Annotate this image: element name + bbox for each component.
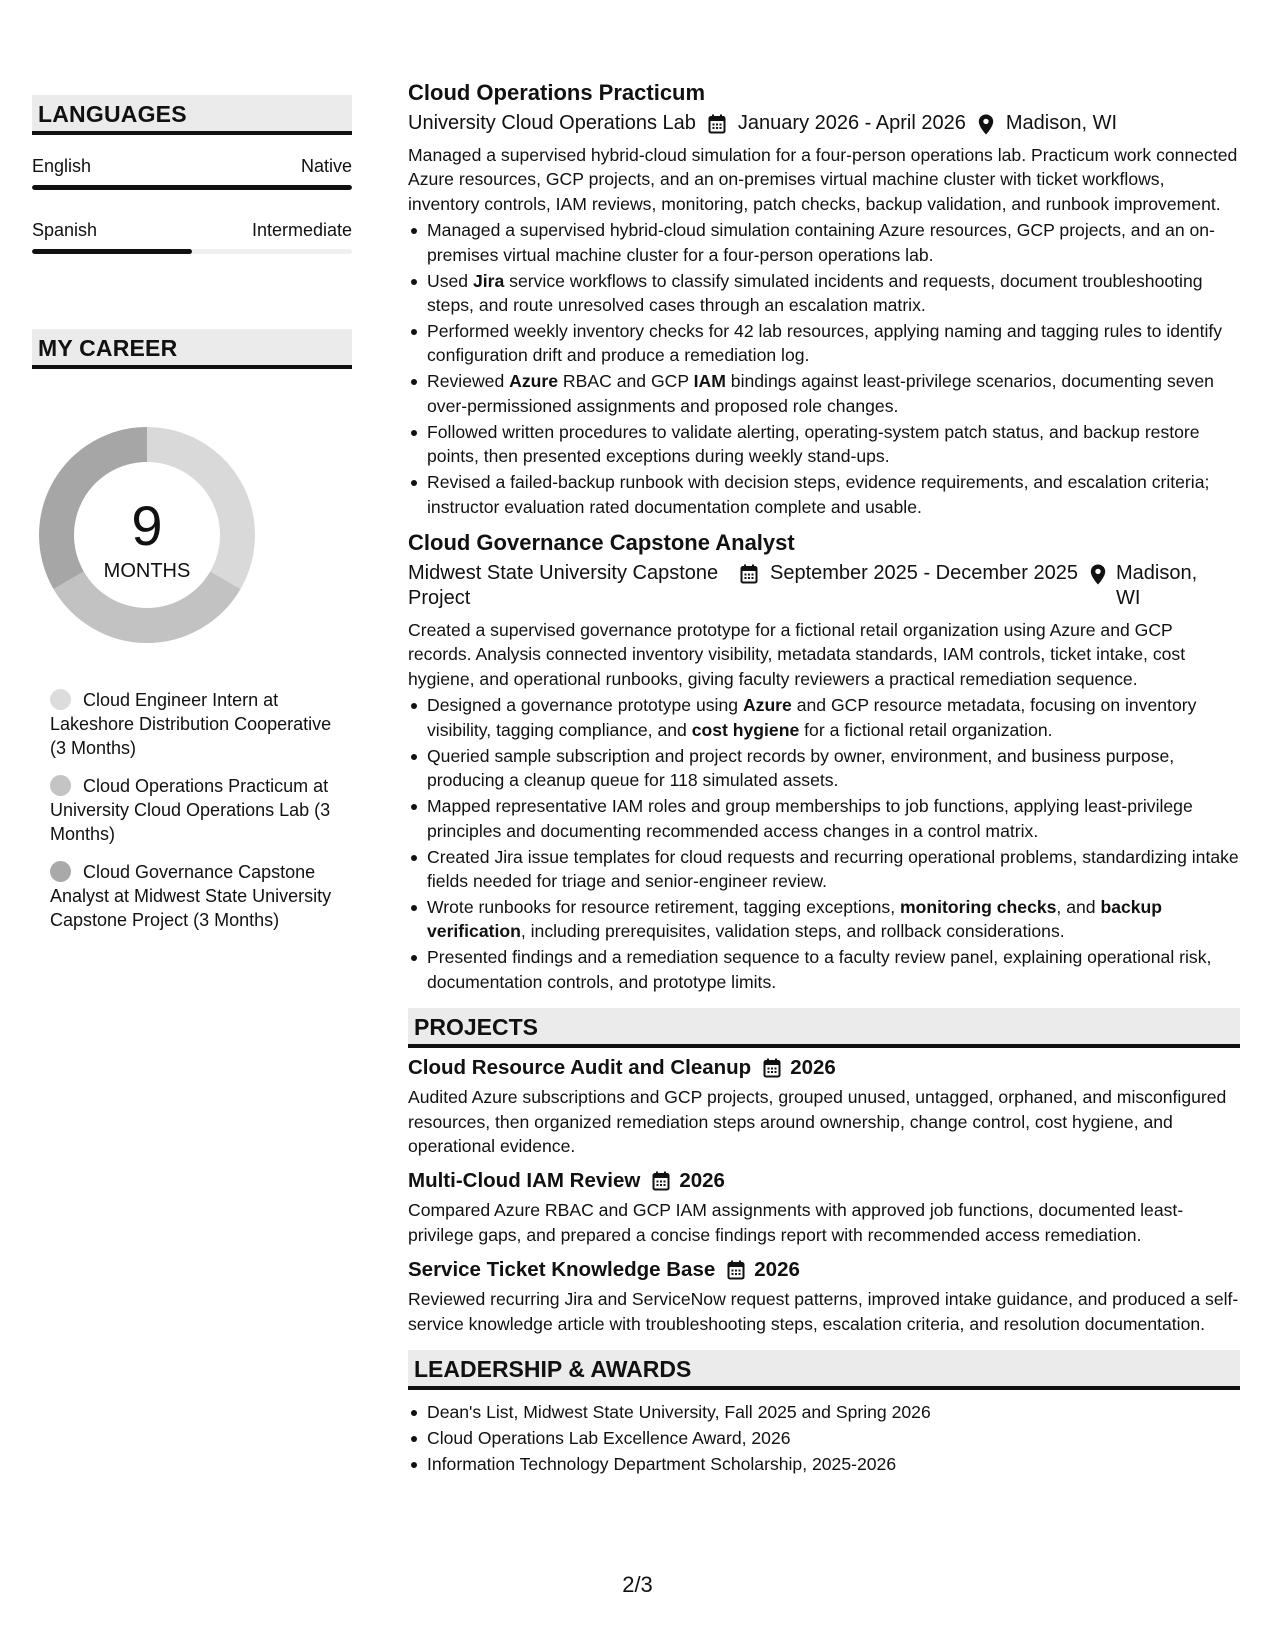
- project-title: Cloud Resource Audit and Cleanup: [408, 1056, 752, 1080]
- award-item: Cloud Operations Lab Excellence Award, 2026: [408, 1426, 1240, 1450]
- language-name: English: [32, 156, 92, 176]
- language-item: [32, 220, 352, 254]
- bullet-item: [408, 794, 1240, 843]
- project-description: Reviewed recurring Jira and ServiceNow request patterns, improved intake guidance, and produced a self-service knowledge article with troubleshooting steps, escalation criteria, and resolution documentation.: [408, 1289, 1239, 1334]
- career-legend-item: [50, 688, 335, 760]
- bullet-bold-text: IAM: [693, 371, 726, 392]
- bullet-text: Queried sample subscription and project records by owner, environment, and business purpose, producing a cleanup queue for 118 simulated assets.: [427, 745, 1175, 791]
- bullet-text: Performed weekly inventory checks for 42 lab resources, applying naming and tagging rules to identify configuration drift and produce a remediation log.: [427, 321, 1223, 366]
- career-legend-item: [50, 860, 335, 932]
- job-bullets: [408, 218, 1240, 519]
- project-entry: [408, 1256, 1240, 1336]
- job-title: Cloud Governance Capstone Analyst: [408, 530, 795, 556]
- bullet-text: for a fictional retail organization.: [799, 719, 1053, 740]
- bullet-item: [408, 693, 1240, 742]
- career-total-unit: MONTHS: [103, 560, 191, 582]
- career-heading: MY CAREER: [32, 329, 352, 369]
- bullet-text: Followed written procedures to validate alerting, operating-system patch status, and backup restore points, then presented exceptions during weekly stand-ups.: [427, 421, 1200, 467]
- bullet-text: , and: [1056, 896, 1101, 917]
- map-pin-icon: [978, 114, 994, 135]
- map-pin-icon: [1090, 564, 1106, 585]
- project-title: Service Ticket Knowledge Base: [408, 1258, 716, 1282]
- career-donut-chart: [32, 420, 262, 650]
- bullet-item: [408, 269, 1240, 318]
- language-proficiency-fill: [32, 185, 352, 190]
- bullet-text: Designed a governance prototype using: [427, 695, 743, 716]
- project-title-row: [408, 1167, 1240, 1195]
- award-item: Information Technology Department Scholarship, 2025-2026: [408, 1452, 1240, 1476]
- bullet-text: RBAC and GCP: [558, 371, 694, 392]
- page-number: 2/3: [622, 1572, 653, 1597]
- job-organization: University Cloud Operations Lab: [408, 112, 696, 134]
- main-content: [408, 78, 1240, 1478]
- bullet-text: Used: [427, 270, 473, 291]
- languages-heading: LANGUAGES: [32, 95, 352, 135]
- calendar-icon: [708, 114, 726, 134]
- job-bullets: [408, 693, 1240, 994]
- career-total-number: 9: [131, 494, 163, 557]
- project-title-row: [408, 1256, 1240, 1284]
- bullet-text: Mapped representative IAM roles and group memberships to job functions, applying least-privilege principles and documenting recommended access changes in a control matrix.: [427, 796, 1193, 841]
- bullet-item: [408, 945, 1240, 994]
- project-entry: [408, 1167, 1240, 1247]
- language-level: Native: [300, 156, 352, 176]
- job-meta: [408, 561, 1240, 611]
- bullet-bold-text: backup verification: [427, 896, 1163, 942]
- award-item: Dean's List, Midwest State University, Fall 2025 and Spring 2026: [408, 1400, 1240, 1424]
- calendar-icon: [652, 1171, 670, 1191]
- career-legend-label: Cloud Governance Capstone Analyst at Midwest State University Capstone Project (3 Months): [50, 862, 332, 930]
- bullet-item: [408, 218, 1240, 267]
- job-dates: [740, 561, 1078, 586]
- job-location: [1090, 561, 1220, 611]
- legend-dot: [50, 689, 71, 710]
- legend-dot: [50, 861, 71, 882]
- project-description: Audited Azure subscriptions and GCP projects, grouped unused, untagged, orphaned, and misconfigured resources, then organized remediation steps around ownership, change control, cost hygiene, and operational evidence.: [408, 1087, 1227, 1156]
- calendar-icon: [727, 1260, 745, 1280]
- job-title: Cloud Operations Practicum: [408, 80, 706, 105]
- bullet-text: Created Jira issue templates for cloud requests and recurring operational problems, standardizing intake fields needed for triage and senior-engineer review.: [427, 846, 1239, 891]
- language-item: [32, 156, 352, 190]
- sidebar: [32, 95, 352, 369]
- legend-dot: [50, 775, 71, 796]
- bullet-item: [408, 470, 1240, 519]
- job-summary: Managed a supervised hybrid-cloud simulation for a four-person operations lab. Practicum work connected Azure resources, GCP projects, and an on-premises virtual machine cluster with ticket workflows, inventory controls, IAM reviews, monitoring, patch checks, backup validation, and runbook improvement.: [408, 145, 1238, 214]
- project-description: Compared Azure RBAC and GCP IAM assignments with approved job functions, documented least-privilege gaps, and prepared a concise findings report with recommended access remediation.: [408, 1200, 1184, 1245]
- experience-entry: [408, 78, 1240, 519]
- job-dates: [708, 111, 966, 136]
- project-title: Multi-Cloud IAM Review: [408, 1169, 641, 1193]
- bullet-text: , including prerequisites, validation steps, and rollback considerations.: [520, 921, 1065, 942]
- job-meta: [408, 111, 1240, 136]
- calendar-icon: [740, 564, 758, 584]
- career-legend-label: Cloud Engineer Intern at Lakeshore Distribution Cooperative (3 Months): [50, 690, 332, 758]
- bullet-text: Reviewed: [427, 371, 510, 392]
- project-year: 2026: [790, 1056, 836, 1080]
- career-legend: [50, 688, 335, 946]
- bullet-bold-text: monitoring checks: [900, 896, 1057, 917]
- language-proficiency-bar: [32, 249, 352, 254]
- career-legend-label: Cloud Operations Practicum at University Cloud Operations Lab (3 Months): [50, 776, 331, 844]
- bullet-item: [408, 895, 1240, 944]
- career-legend-item: [50, 774, 335, 846]
- project-title-row: [408, 1054, 1240, 1082]
- bullet-item: [408, 744, 1240, 793]
- bullet-item: [408, 420, 1240, 469]
- bullet-bold-text: cost hygiene: [691, 719, 800, 740]
- bullet-text: Revised a failed-backup runbook with decision steps, evidence requirements, and escalation criteria; instructor evaluation rated documentation complete and usable.: [427, 472, 1210, 517]
- language-proficiency-bar: [32, 185, 352, 190]
- bullet-text: Wrote runbooks for resource retirement, tagging exceptions,: [427, 896, 900, 917]
- projects-heading: PROJECTS: [408, 1008, 1240, 1048]
- bullet-bold-text: Azure: [509, 371, 559, 392]
- project-entry: [408, 1054, 1240, 1158]
- calendar-icon: [763, 1058, 781, 1078]
- bullet-bold-text: Azure: [742, 695, 792, 716]
- bullet-item: [408, 845, 1240, 894]
- bullet-bold-text: Jira: [472, 270, 505, 291]
- job-location-text: Madison, WI: [1005, 112, 1118, 134]
- job-dates-text: January 2026 - April 2026: [737, 112, 966, 134]
- experience-entry: [408, 528, 1240, 994]
- bullet-item: [408, 319, 1240, 368]
- bullet-text: Presented findings and a remediation sequence to a faculty review panel, explaining operational risk, documentation controls, and prototype limits.: [427, 947, 1212, 992]
- job-dates-text: September 2025 - December 2025: [770, 562, 1078, 585]
- project-year: 2026: [754, 1258, 800, 1282]
- language-level: Intermediate: [251, 220, 352, 240]
- bullet-text: service workflows to classify simulated incidents and requests, document troubleshooting steps, and route unresolved cases through an escalation matrix.: [427, 270, 1203, 316]
- bullet-text: bindings against least-privilege scenarios, documenting seven over-permissioned assignments and proposed role changes.: [427, 371, 1214, 416]
- job-summary: Created a supervised governance prototype for a fictional retail organization using Azure and GCP records. Analysis connected inventory visibility, metadata standards, IAM controls, ticket intake, cost hygiene, and operational runbooks, giving faculty reviewers a practical remediation sequence.: [408, 620, 1186, 689]
- language-proficiency-fill: [32, 249, 192, 254]
- language-name: Spanish: [32, 220, 98, 240]
- bullet-text: and GCP resource metadata, focusing on inventory visibility, tagging compliance, and: [427, 695, 1197, 740]
- bullet-item: [408, 369, 1240, 418]
- project-year: 2026: [679, 1169, 725, 1193]
- bullet-text: Managed a supervised hybrid-cloud simulation containing Azure resources, GCP projects, and an on-premises virtual machine cluster for a four-person operations lab.: [427, 220, 1215, 265]
- job-location-text: Madison, WI: [1115, 562, 1198, 610]
- job-location: [978, 111, 1117, 136]
- awards-heading: LEADERSHIP & AWARDS: [408, 1350, 1240, 1390]
- job-organization: Midwest State University Capstone Project: [408, 562, 719, 610]
- awards-list: [408, 1400, 1240, 1476]
